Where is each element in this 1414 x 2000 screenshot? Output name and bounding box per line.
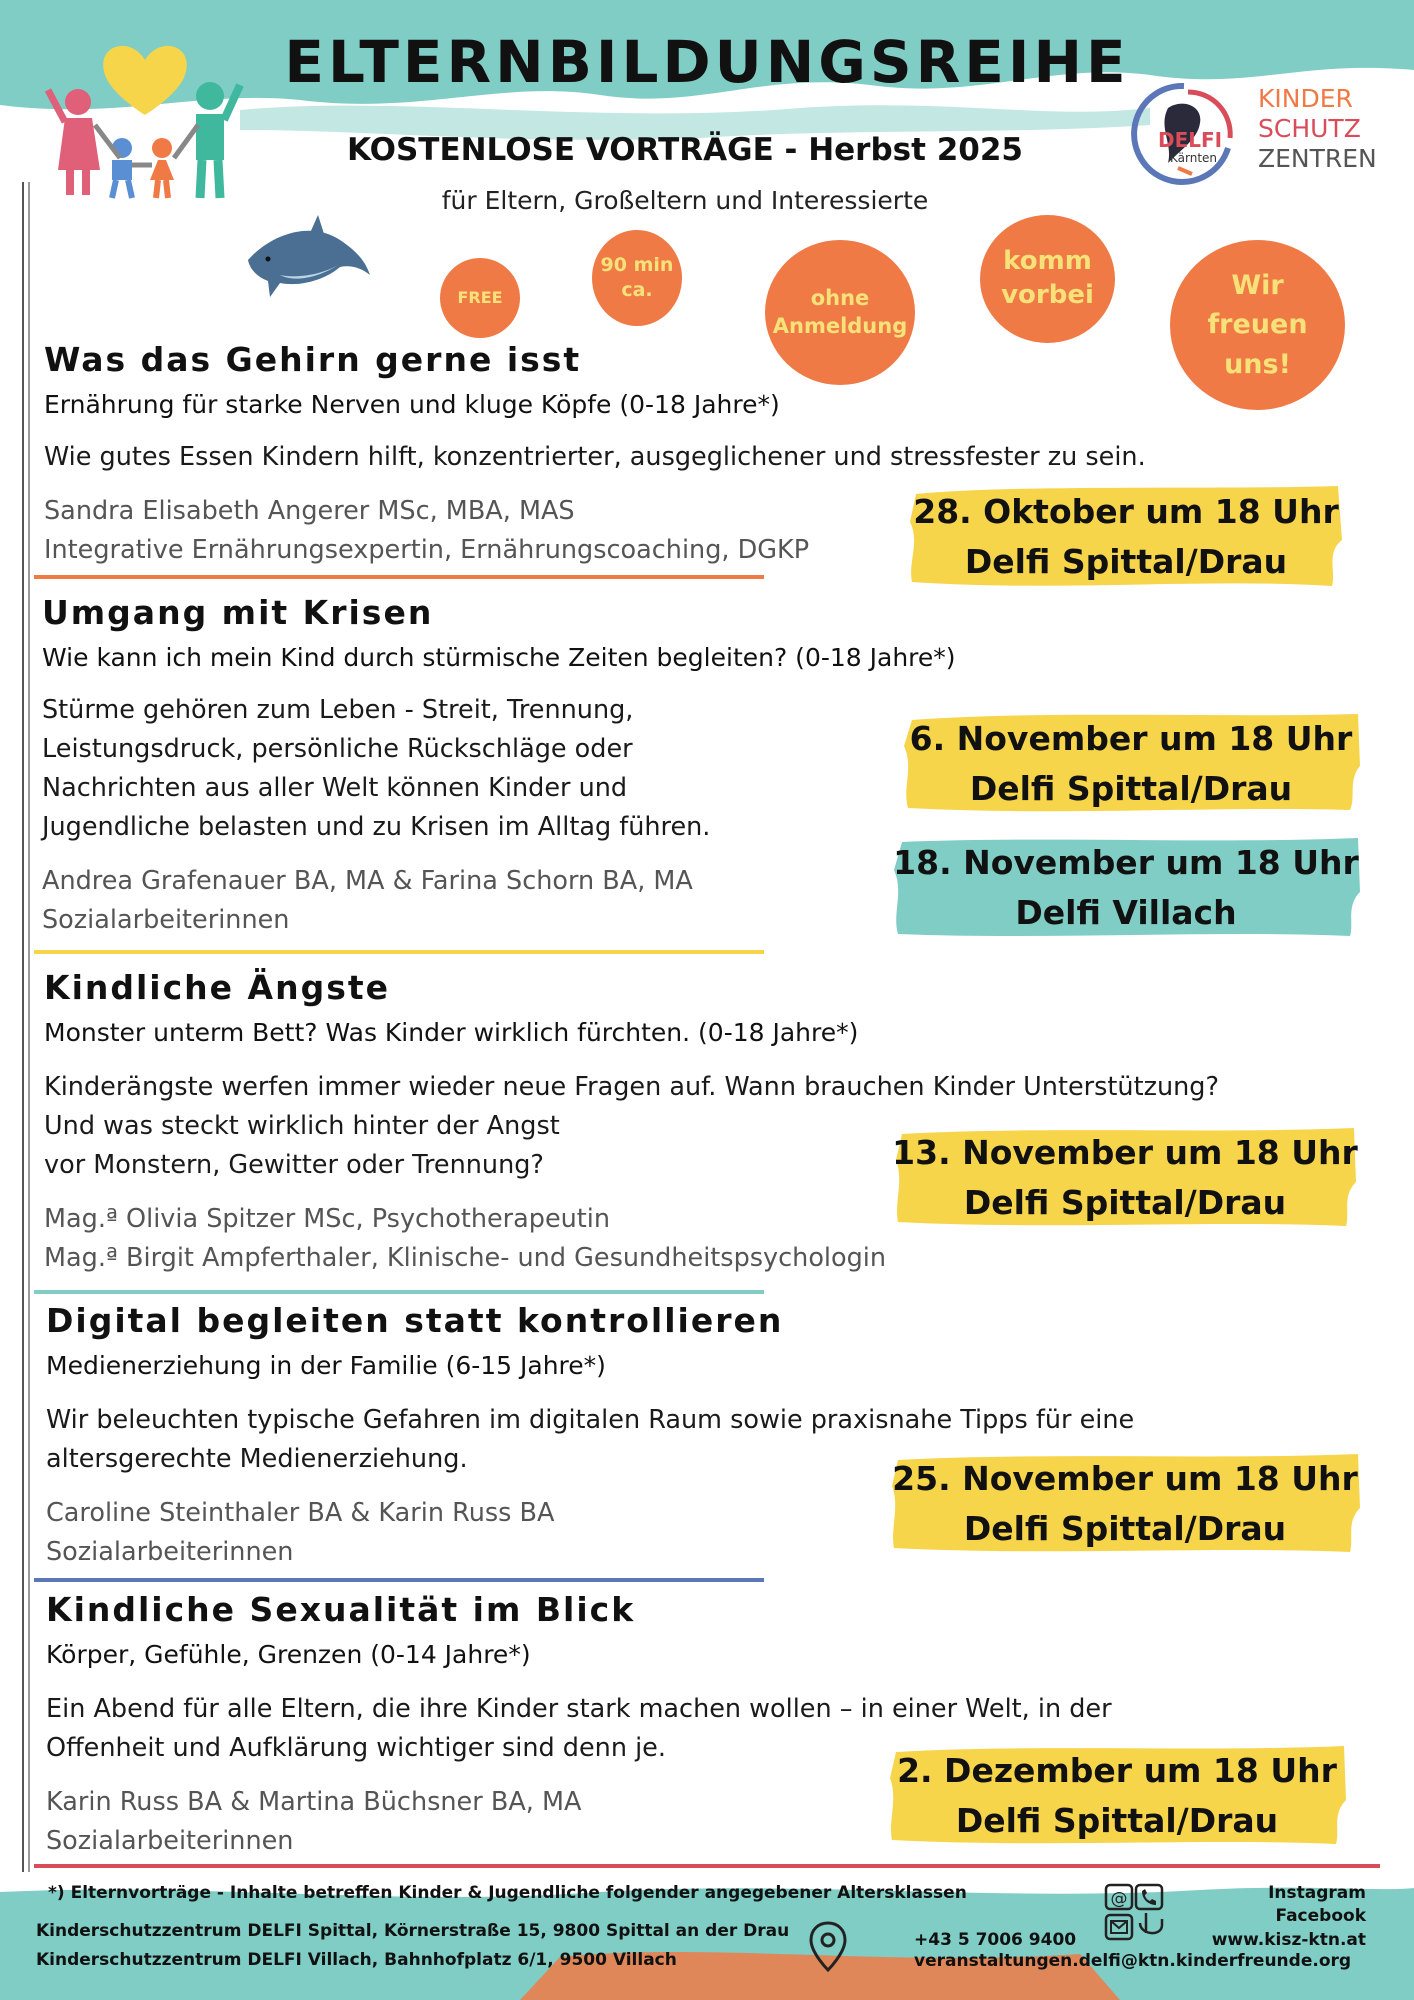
- section-2-date-box-2: [888, 834, 1364, 942]
- section-4-description-line1: Wir beleuchten typische Gefahren im digitalen Raum sowie praxisnahe Tipps für eine: [46, 1405, 1135, 1435]
- kisz-logo-line1: KINDER: [1258, 84, 1353, 113]
- left-rule: [22, 182, 24, 1872]
- section-2-title: Umgang mit Krisen: [42, 593, 434, 632]
- welcome-badge: [1170, 240, 1345, 410]
- page-subtitle: KOSTENLOSE VORTRÄGE - Herbst 2025: [346, 132, 1024, 168]
- section-3-title: Kindliche Ängste: [44, 968, 390, 1007]
- section-1-description: Wie gutes Essen Kindern hilft, konzentrierter, ausgeglichener und stressfester zu sein.: [44, 442, 1146, 472]
- section-2-date-box-1: [898, 710, 1364, 818]
- section-3-date-box: [890, 1124, 1360, 1232]
- address-villach: Kinderschutzzentrum DELFI Villach, Bahnhofplatz 6/1, 9500 Villach: [36, 1950, 677, 1970]
- duration-badge-label: 90 min ca.: [600, 254, 674, 301]
- section-1-date-box: [906, 482, 1346, 592]
- no-registration-badge-label: ohne Anmeldung: [772, 286, 908, 338]
- section-5-place: Delfi Spittal/Drau: [955, 1801, 1279, 1840]
- section-4-title: Digital begleiten statt kontrollieren: [46, 1301, 784, 1340]
- section-3-description-line3: vor Monstern, Gewitter oder Trennung?: [44, 1150, 544, 1180]
- section-3-subtitle: Monster unterm Bett? Was Kinder wirklich fürchten. (0-18 Jahre*): [44, 1018, 859, 1047]
- delfi-logo-subtext: Kärnten: [1170, 151, 1218, 165]
- section-1-subtitle: Ernährung für starke Nerven und kluge Köpfe (0-18 Jahre*): [44, 390, 780, 419]
- address-spittal: Kinderschutzzentrum DELFI Spittal, Körnerstraße 15, 9800 Spittal an der Drau: [36, 1921, 790, 1941]
- social-facebook: Facebook: [1275, 1906, 1366, 1926]
- website-url: www.kisz-ktn.at: [1211, 1930, 1366, 1950]
- section-1-title: Was das Gehirn gerne isst: [44, 340, 582, 379]
- section-5-description-line2: Offenheit und Aufklärung wichtiger sind denn je.: [46, 1733, 666, 1763]
- section-2-description-line2: Leistungsdruck, persönliche Rückschläge oder: [42, 734, 633, 764]
- welcome-badge-label: Wir freuen uns!: [1207, 270, 1308, 380]
- section-2-description-line1: Stürme gehören zum Leben - Streit, Trennung,: [42, 695, 634, 725]
- drop-in-badge-label: komm vorbei: [1001, 246, 1094, 310]
- free-badge-label: FREE: [457, 287, 503, 307]
- section-2-description-line3: Nachrichten aus aller Welt können Kinder und: [42, 773, 628, 803]
- drop-in-badge: [980, 215, 1115, 343]
- section-5-date: 2. Dezember um 18 Uhr: [897, 1751, 1337, 1790]
- contact-icons: [1104, 1883, 1168, 1943]
- delfi-logo-text: DELFI: [1158, 128, 1223, 152]
- section-3-date: 13. November um 18 Uhr: [892, 1133, 1358, 1172]
- section-1-speaker-role: Integrative Ernährungsexpertin, Ernährungscoaching, DGKP: [44, 535, 810, 565]
- section-4-speaker: Caroline Steinthaler BA & Karin Russ BA: [46, 1498, 555, 1528]
- left-rule-secondary: [28, 182, 30, 1872]
- age-footnote: *) Elternvorträge - Inhalte betreffen Kinder & Jugendliche folgender angegebener Altersklassen: [48, 1883, 967, 1903]
- section-2-divider: [34, 950, 764, 954]
- email-address: veranstaltungen.delfi@ktn.kinderfreunde.org: [914, 1951, 1352, 1971]
- kisz-logo-line2: SCHUTZ: [1258, 114, 1361, 143]
- section-4-place: Delfi Spittal/Drau: [963, 1509, 1287, 1548]
- section-5-speaker-role: Sozialarbeiterinnen: [46, 1826, 294, 1856]
- section-4-subtitle: Medienerziehung in der Familie (6-15 Jahre*): [46, 1351, 606, 1380]
- section-3-speaker-2: Mag.ª Birgit Ampferthaler, Klinische- und Gesundheitspsychologin: [44, 1243, 887, 1273]
- section-3-description-line2: Und was steckt wirklich hinter der Angst: [44, 1111, 560, 1141]
- section-5-speaker: Karin Russ BA & Martina Büchsner BA, MA: [46, 1787, 582, 1817]
- duration-badge: [592, 230, 682, 326]
- free-badge: [440, 258, 520, 338]
- page-title: ELTERNBILDUNGSREIHE: [284, 28, 1130, 96]
- section-2-description-line4: Jugendliche belasten und zu Krisen im Alltag führen.: [42, 812, 711, 842]
- section-5-title: Kindliche Sexualität im Blick: [46, 1590, 636, 1629]
- section-1-divider: [34, 575, 764, 579]
- section-4-date-box: [886, 1450, 1364, 1558]
- kisz-logo-line3: ZENTREN: [1258, 144, 1377, 173]
- section-5-date-box: [884, 1742, 1350, 1850]
- audience-text: für Eltern, Großeltern und Interessierte: [441, 186, 929, 215]
- section-4-divider: [34, 1578, 764, 1582]
- section-3-speaker-1: Mag.ª Olivia Spitzer MSc, Psychotherapeutin: [44, 1204, 611, 1234]
- section-5-divider: [34, 1864, 1380, 1868]
- section-4-speaker-role: Sozialarbeiterinnen: [46, 1537, 294, 1567]
- dolphin-illustration: [240, 205, 380, 305]
- section-1-date: 28. Oktober um 18 Uhr: [913, 492, 1339, 531]
- section-2-date-2: 18. November um 18 Uhr: [893, 843, 1359, 882]
- location-pin-icon: [808, 1920, 848, 1974]
- section-2-place-2: Delfi Villach: [1015, 893, 1237, 932]
- delfi-logo: [1128, 78, 1240, 190]
- svg-text:@: @: [1110, 1889, 1128, 1909]
- section-1-place: Delfi Spittal/Drau: [964, 542, 1288, 581]
- section-5-subtitle: Körper, Gefühle, Grenzen (0-14 Jahre*): [46, 1640, 531, 1669]
- no-registration-badge: [765, 240, 915, 385]
- section-2-speaker: Andrea Grafenauer BA, MA & Farina Schorn BA, MA: [42, 866, 693, 896]
- section-2-date-1: 6. November um 18 Uhr: [909, 719, 1353, 758]
- section-2-subtitle: Wie kann ich mein Kind durch stürmische Zeiten begleiten? (0-18 Jahre*): [42, 643, 956, 672]
- section-1-speaker: Sandra Elisabeth Angerer MSc, MBA, MAS: [44, 496, 575, 526]
- section-4-date: 25. November um 18 Uhr: [892, 1459, 1358, 1498]
- section-2-place-1: Delfi Spittal/Drau: [969, 769, 1293, 808]
- section-2-speaker-role: Sozialarbeiterinnen: [42, 905, 290, 935]
- section-3-divider: [34, 1290, 764, 1294]
- section-4-description-line2: altersgerechte Medienerziehung.: [46, 1444, 468, 1474]
- section-5-description-line1: Ein Abend für alle Eltern, die ihre Kinder stark machen wollen – in einer Welt, in der: [46, 1694, 1112, 1724]
- section-3-place: Delfi Spittal/Drau: [963, 1183, 1287, 1222]
- section-3-description-line1: Kinderängste werfen immer wieder neue Fragen auf. Wann brauchen Kinder Unterstützung?: [44, 1072, 1220, 1102]
- social-instagram: Instagram: [1268, 1883, 1366, 1903]
- kisz-logo: [1258, 84, 1377, 174]
- phone-number: +43 5 7006 9400: [914, 1930, 1077, 1950]
